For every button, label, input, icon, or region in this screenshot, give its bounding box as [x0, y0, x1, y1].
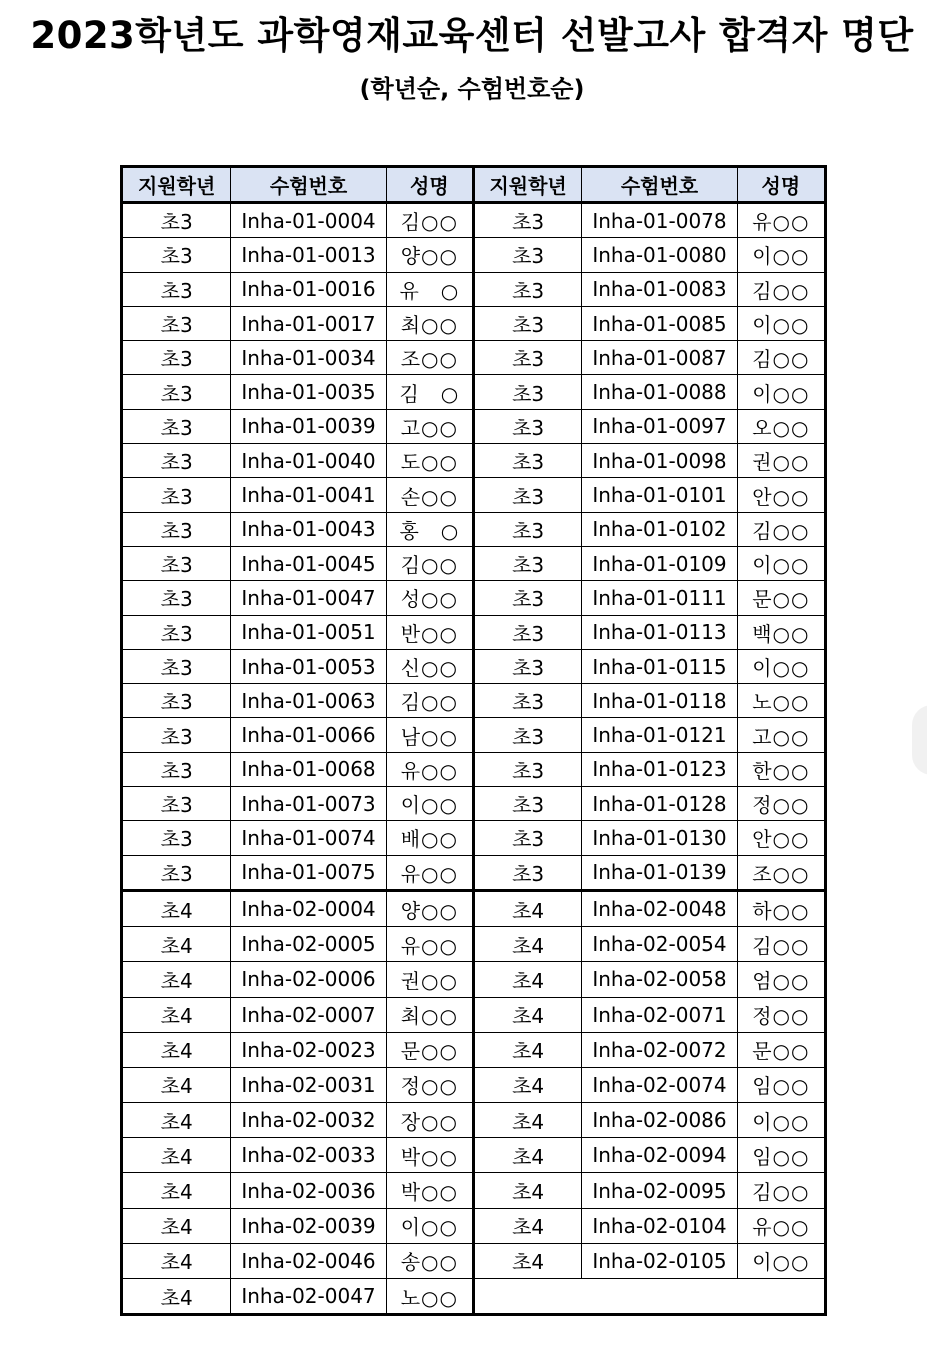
cell-exam-number-right: Inha-01-0123 [582, 752, 737, 786]
cell-exam-number-right: Inha-02-0058 [582, 962, 737, 997]
table-row [123, 1173, 825, 1208]
cell-name-left: 문○○ [386, 1032, 473, 1067]
cell-name-right: 임○○ [737, 1067, 824, 1102]
cell-grade-right: 초3 [473, 478, 581, 512]
cell-grade-left: 초3 [123, 718, 231, 752]
cell-name-left: 장○○ [386, 1103, 473, 1138]
cell-name-right: 문○○ [737, 581, 824, 615]
cell-name-right: 이○○ [737, 375, 824, 409]
cell-name-left: 유○○ [386, 855, 473, 890]
cell-name-left: 남○○ [386, 718, 473, 752]
cell-exam-number-left: Inha-01-0039 [231, 409, 386, 443]
cell-name-left: 이○○ [386, 1208, 473, 1243]
cell-grade-right: 초4 [473, 1208, 581, 1243]
cell-grade-right: 초3 [473, 615, 581, 649]
cell-name-right: 김○○ [737, 1173, 824, 1208]
table-row [123, 1138, 825, 1173]
cell-grade-left: 초3 [123, 855, 231, 890]
cell-name-right: 김○○ [737, 341, 824, 375]
cell-name-left: 권○○ [386, 962, 473, 997]
cell-grade-left: 초3 [123, 478, 231, 512]
cell-exam-number-right: Inha-01-0113 [582, 615, 737, 649]
table-row [123, 997, 825, 1032]
cell-name-left: 유○○ [386, 752, 473, 786]
cell-exam-number-left: Inha-01-0053 [231, 649, 386, 683]
cell-exam-number-left: Inha-02-0031 [231, 1067, 386, 1102]
cell-name-left: 성○○ [386, 581, 473, 615]
cell-exam-number-right: Inha-01-0102 [582, 512, 737, 546]
cell-grade-right: 초3 [473, 409, 581, 443]
cell-name-left: 노○○ [386, 1279, 473, 1314]
cell-name-left: 유○○ [386, 927, 473, 962]
cell-name-left: 정○○ [386, 1067, 473, 1102]
table-row [123, 581, 825, 615]
cell-grade-right: 초3 [473, 341, 581, 375]
cell-grade-left: 초4 [123, 1243, 231, 1278]
cell-name-right: 안○○ [737, 821, 824, 855]
cell-name-right: 노○○ [737, 684, 824, 718]
cell-exam-number-right: Inha-02-0048 [582, 890, 737, 926]
cell-grade-left: 초4 [123, 1103, 231, 1138]
cell-grade-right: 초4 [473, 1243, 581, 1278]
cell-exam-number-left: Inha-01-0004 [231, 203, 386, 238]
table-row [123, 1208, 825, 1243]
cell-exam-number-left: Inha-01-0074 [231, 821, 386, 855]
cell-exam-number-right: Inha-01-0128 [582, 787, 737, 821]
cell-exam-number-left: Inha-02-0039 [231, 1208, 386, 1243]
cell-name-left: 유 ○ [386, 272, 473, 306]
header-grade-left: 지원학년 [123, 168, 231, 203]
cell-grade-right: 초4 [473, 997, 581, 1032]
cell-name-left: 이○○ [386, 787, 473, 821]
cell-name-right: 정○○ [737, 997, 824, 1032]
cell-exam-number-left: Inha-02-0033 [231, 1138, 386, 1173]
cell-grade-left: 초3 [123, 341, 231, 375]
cell-grade-left: 초3 [123, 581, 231, 615]
cell-grade-left: 초3 [123, 375, 231, 409]
cell-name-right: 이○○ [737, 649, 824, 683]
table-row [123, 409, 825, 443]
header-exam-number-right: 수험번호 [582, 168, 737, 203]
cell-grade-right: 초4 [473, 1067, 581, 1102]
cell-grade-left: 초3 [123, 203, 231, 238]
cell-exam-number-left: Inha-01-0066 [231, 718, 386, 752]
cell-name-left: 박○○ [386, 1173, 473, 1208]
cell-exam-number-right: Inha-01-0130 [582, 821, 737, 855]
cell-exam-number-right: Inha-01-0101 [582, 478, 737, 512]
cell-name-left: 양○○ [386, 890, 473, 926]
cell-exam-number-right: Inha-01-0118 [582, 684, 737, 718]
cell-grade-left: 초4 [123, 1032, 231, 1067]
cell-grade-left: 초3 [123, 546, 231, 580]
cell-grade-left: 초3 [123, 272, 231, 306]
cell-grade-right: 초4 [473, 1032, 581, 1067]
table-row [123, 962, 825, 997]
cell-name-left: 김 ○ [386, 375, 473, 409]
cell-name-left: 배○○ [386, 821, 473, 855]
table-row [123, 752, 825, 786]
table-row [123, 890, 825, 926]
cell-name-right: 한○○ [737, 752, 824, 786]
cell-exam-number-left: Inha-01-0063 [231, 684, 386, 718]
cell-name-right: 이○○ [737, 546, 824, 580]
scroll-handle[interactable] [912, 705, 927, 775]
cell-exam-number-left: Inha-01-0075 [231, 855, 386, 890]
header-row [123, 168, 825, 203]
cell-grade-right: 초3 [473, 752, 581, 786]
cell-exam-number-right: Inha-02-0072 [582, 1032, 737, 1067]
table-row [123, 341, 825, 375]
cell-grade-left: 초3 [123, 615, 231, 649]
cell-grade-right: 초3 [473, 684, 581, 718]
cell-name-left: 신○○ [386, 649, 473, 683]
cell-grade-right: 초4 [473, 927, 581, 962]
cell-name-left: 손○○ [386, 478, 473, 512]
cell-grade-left: 초4 [123, 997, 231, 1032]
document-subtitle: (학년순, 수험번호순) [359, 75, 585, 103]
cell-exam-number-left: Inha-02-0004 [231, 890, 386, 926]
table-row [123, 512, 825, 546]
cell-grade-left: 초3 [123, 752, 231, 786]
cell-name-left: 양○○ [386, 238, 473, 272]
cell-grade-left: 초3 [123, 649, 231, 683]
cell-grade-right: 초3 [473, 306, 581, 340]
table-row [123, 478, 825, 512]
cell-exam-number-left: Inha-02-0005 [231, 927, 386, 962]
cell-name-left: 홍 ○ [386, 512, 473, 546]
cell-name-left: 송○○ [386, 1243, 473, 1278]
header-exam-number-left: 수험번호 [231, 168, 386, 203]
cell-name-right: 안○○ [737, 478, 824, 512]
cell-name-right: 문○○ [737, 1032, 824, 1067]
cell-exam-number-left: Inha-01-0047 [231, 581, 386, 615]
cell-grade-left: 초4 [123, 890, 231, 926]
cell-exam-number-left: Inha-02-0032 [231, 1103, 386, 1138]
cell-grade-left: 초4 [123, 1279, 231, 1314]
cell-exam-number-left: Inha-02-0036 [231, 1173, 386, 1208]
cell-grade-left: 초4 [123, 1067, 231, 1102]
table-row [123, 1243, 825, 1278]
cell-grade-left: 초4 [123, 1138, 231, 1173]
cell-exam-number-right: Inha-01-0087 [582, 341, 737, 375]
cell-exam-number-right: Inha-02-0104 [582, 1208, 737, 1243]
cell-exam-number-left: Inha-02-0006 [231, 962, 386, 997]
cell-name-right: 김○○ [737, 272, 824, 306]
table-row [123, 238, 825, 272]
cell-grade-right: 초4 [473, 890, 581, 926]
cell-grade-right: 초3 [473, 512, 581, 546]
cell-grade-right: 초3 [473, 546, 581, 580]
cell-name-left: 최○○ [386, 306, 473, 340]
cell-exam-number-left: Inha-01-0016 [231, 272, 386, 306]
table-row [123, 684, 825, 718]
table-row [123, 444, 825, 478]
cell-exam-number-left: Inha-02-0023 [231, 1032, 386, 1067]
cell-grade-left: 초3 [123, 684, 231, 718]
cell-exam-number-right: Inha-01-0111 [582, 581, 737, 615]
cell-grade-left: 초4 [123, 1208, 231, 1243]
cell-name-right: 정○○ [737, 787, 824, 821]
cell-exam-number-right: Inha-02-0074 [582, 1067, 737, 1102]
cell-exam-number-right: Inha-01-0097 [582, 409, 737, 443]
table-row [123, 855, 825, 890]
cell-grade-right: 초3 [473, 203, 581, 238]
cell-name-right: 엄○○ [737, 962, 824, 997]
table-row [123, 1103, 825, 1138]
cell-exam-number-right: Inha-01-0083 [582, 272, 737, 306]
cell-name-right: 조○○ [737, 855, 824, 890]
cell-exam-number-left: Inha-01-0041 [231, 478, 386, 512]
cell-name-right: 이○○ [737, 306, 824, 340]
table-row [123, 272, 825, 306]
table-row [123, 546, 825, 580]
cell-exam-number-right: Inha-01-0080 [582, 238, 737, 272]
cell-grade-left: 초3 [123, 409, 231, 443]
cell-grade-left: 초3 [123, 821, 231, 855]
cell-exam-number-right: Inha-02-0086 [582, 1103, 737, 1138]
cell-exam-number-right: Inha-01-0098 [582, 444, 737, 478]
cell-exam-number-right: Inha-02-0054 [582, 927, 737, 962]
cell-exam-number-left: Inha-02-0046 [231, 1243, 386, 1278]
cell-name-right: 유○○ [737, 1208, 824, 1243]
cell-exam-number-left: Inha-01-0034 [231, 341, 386, 375]
cell-exam-number-left: Inha-01-0013 [231, 238, 386, 272]
cell-name-left: 김○○ [386, 684, 473, 718]
cell-exam-number-left: Inha-01-0045 [231, 546, 386, 580]
table-row [123, 1067, 825, 1102]
cell-name-left: 김○○ [386, 203, 473, 238]
cell-grade-right: 초3 [473, 375, 581, 409]
cell-name-left: 고○○ [386, 409, 473, 443]
cell-grade-left: 초3 [123, 238, 231, 272]
cell-name-left: 도○○ [386, 444, 473, 478]
cell-grade-left: 초3 [123, 787, 231, 821]
cell-grade-right: 초3 [473, 581, 581, 615]
cell-grade-left: 초3 [123, 512, 231, 546]
cell-grade-right: 초3 [473, 444, 581, 478]
table-row [123, 787, 825, 821]
empty-cell [473, 1279, 824, 1314]
roster-table [122, 167, 825, 1314]
cell-name-right: 이○○ [737, 1243, 824, 1278]
header-name-left: 성명 [386, 168, 473, 203]
cell-name-left: 조○○ [386, 341, 473, 375]
cell-exam-number-left: Inha-01-0068 [231, 752, 386, 786]
cell-exam-number-left: Inha-01-0073 [231, 787, 386, 821]
table-row [123, 306, 825, 340]
cell-exam-number-left: Inha-02-0007 [231, 997, 386, 1032]
cell-exam-number-right: Inha-01-0078 [582, 203, 737, 238]
table-row [123, 821, 825, 855]
cell-exam-number-left: Inha-01-0035 [231, 375, 386, 409]
cell-name-left: 반○○ [386, 615, 473, 649]
table-row [123, 203, 825, 238]
cell-grade-left: 초3 [123, 306, 231, 340]
cell-exam-number-left: Inha-02-0047 [231, 1279, 386, 1314]
cell-exam-number-left: Inha-01-0040 [231, 444, 386, 478]
cell-exam-number-right: Inha-01-0139 [582, 855, 737, 890]
cell-exam-number-right: Inha-02-0094 [582, 1138, 737, 1173]
cell-exam-number-right: Inha-02-0105 [582, 1243, 737, 1278]
cell-grade-right: 초4 [473, 962, 581, 997]
cell-exam-number-right: Inha-01-0121 [582, 718, 737, 752]
cell-grade-right: 초3 [473, 855, 581, 890]
table-row [123, 615, 825, 649]
cell-name-left: 박○○ [386, 1138, 473, 1173]
cell-name-right: 고○○ [737, 718, 824, 752]
cell-exam-number-left: Inha-01-0051 [231, 615, 386, 649]
cell-exam-number-right: Inha-02-0071 [582, 997, 737, 1032]
table-row [123, 718, 825, 752]
cell-grade-right: 초3 [473, 238, 581, 272]
cell-grade-left: 초3 [123, 444, 231, 478]
cell-grade-right: 초3 [473, 272, 581, 306]
table-row [123, 375, 825, 409]
cell-grade-right: 초4 [473, 1103, 581, 1138]
cell-exam-number-left: Inha-01-0017 [231, 306, 386, 340]
cell-name-right: 김○○ [737, 927, 824, 962]
cell-name-right: 임○○ [737, 1138, 824, 1173]
cell-name-right: 권○○ [737, 444, 824, 478]
cell-grade-right: 초3 [473, 718, 581, 752]
table-row [123, 927, 825, 962]
cell-exam-number-right: Inha-02-0095 [582, 1173, 737, 1208]
cell-name-left: 최○○ [386, 997, 473, 1032]
cell-grade-right: 초3 [473, 649, 581, 683]
cell-name-right: 이○○ [737, 238, 824, 272]
cell-name-right: 백○○ [737, 615, 824, 649]
cell-grade-left: 초4 [123, 962, 231, 997]
cell-exam-number-right: Inha-01-0088 [582, 375, 737, 409]
table-row [123, 649, 825, 683]
cell-grade-right: 초3 [473, 787, 581, 821]
cell-grade-left: 초4 [123, 927, 231, 962]
cell-exam-number-right: Inha-01-0109 [582, 546, 737, 580]
cell-name-right: 김○○ [737, 512, 824, 546]
header-grade-right: 지원학년 [473, 168, 581, 203]
cell-name-right: 오○○ [737, 409, 824, 443]
cell-name-right: 유○○ [737, 203, 824, 238]
cell-exam-number-right: Inha-01-0085 [582, 306, 737, 340]
cell-grade-right: 초3 [473, 821, 581, 855]
cell-exam-number-left: Inha-01-0043 [231, 512, 386, 546]
cell-name-right: 하○○ [737, 890, 824, 926]
table-row [123, 1279, 825, 1314]
cell-grade-right: 초4 [473, 1138, 581, 1173]
table-row [123, 1032, 825, 1067]
cell-exam-number-right: Inha-01-0115 [582, 649, 737, 683]
cell-grade-right: 초4 [473, 1173, 581, 1208]
document-title: 2023학년도 과학영재교육센터 선발고사 합격자 명단 [30, 14, 914, 57]
header-name-right: 성명 [737, 168, 824, 203]
cell-grade-left: 초4 [123, 1173, 231, 1208]
cell-name-left: 김○○ [386, 546, 473, 580]
cell-name-right: 이○○ [737, 1103, 824, 1138]
